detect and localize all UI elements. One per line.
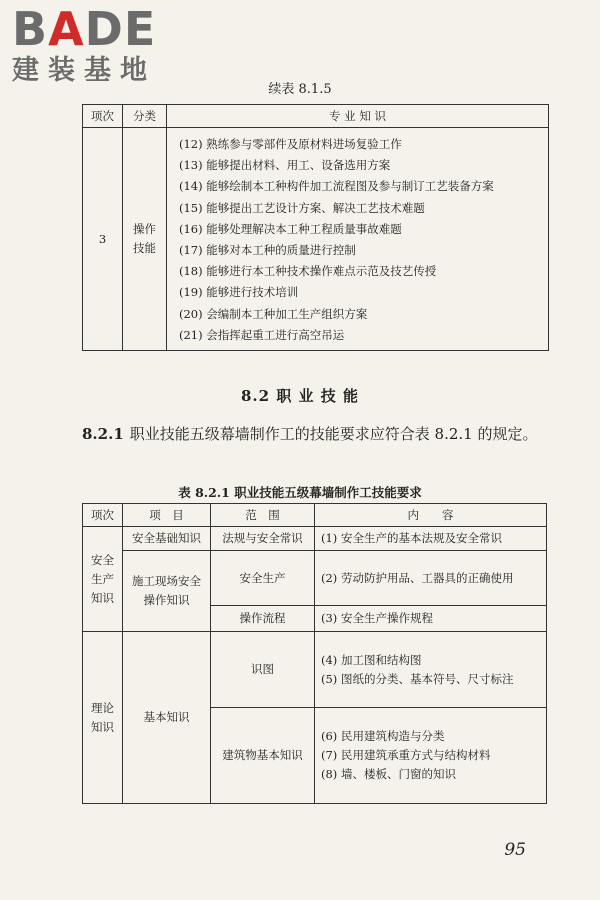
- table2-content: (3) 安全生产操作规程: [315, 606, 547, 632]
- list-item: (15) 能够提出工艺设计方案、解决工艺技术难题: [179, 200, 425, 215]
- table1-header-row: [83, 105, 549, 128]
- table2-header-index: 项次: [83, 504, 123, 527]
- list-item: (19) 能够进行技术培训: [179, 285, 299, 300]
- table-row: [83, 527, 547, 551]
- table1-header-index: 项次: [83, 105, 123, 128]
- list-item: (20) 会编制本工种加工生产组织方案: [179, 306, 368, 321]
- table2-content: (2) 劳动防护用品、工器具的正确使用: [315, 551, 547, 606]
- table2-header-row: [83, 504, 547, 527]
- page-number: 95: [504, 840, 526, 860]
- table2-item-safety-basics: 安全基础知识: [123, 527, 211, 551]
- table-row: [83, 551, 547, 606]
- table-row: [83, 632, 547, 708]
- section-title: 8.2 职 业 技 能: [241, 387, 359, 405]
- table2-scope: 法规与安全常识: [211, 527, 315, 551]
- table2-content: (1) 安全生产的基本法规及安全常识: [315, 527, 547, 551]
- table2-header-scope: 范 围: [211, 504, 315, 527]
- clause-text: 职业技能五级幕墙制作工的技能要求应符合表 8.2.1 的规定。: [129, 425, 538, 443]
- list-item: (16) 能够处理解决本工种工程质量事故难题: [179, 221, 402, 236]
- logo: [12, 2, 182, 86]
- table2-content: (4) 加工图和结构图 (5) 图纸的分类、基本符号、尺寸标注: [315, 632, 547, 708]
- table2-content: (6) 民用建筑构造与分类 (7) 民用建筑承重方式与结构材料 (8) 墙、楼板、门窗的知识: [315, 708, 547, 804]
- table1-row-index: 3: [83, 128, 123, 351]
- list-item: (13) 能够提出材料、用工、设备选用方案: [179, 158, 391, 173]
- logo-subtitle: 建装基地: [12, 55, 156, 86]
- table2-scope: 识图: [211, 632, 315, 708]
- table1-header-category: 分类: [123, 105, 167, 128]
- list-item: (17) 能够对本工种的质量进行控制: [179, 242, 356, 257]
- table2-scope: 建筑物基本知识: [211, 708, 315, 804]
- table2-scope: 安全生产: [211, 551, 315, 606]
- list-item: (14) 能够绘制本工种构件加工流程图及参与制订工艺装备方案: [179, 179, 494, 194]
- table-row: [83, 128, 549, 351]
- table2-category-theory: 理论 知识: [83, 632, 123, 804]
- table1: [82, 104, 549, 351]
- table1-header-knowledge: 专 业 知 识: [167, 105, 549, 128]
- clause-paragraph: [82, 421, 557, 448]
- table2-header-content: 内 容: [315, 504, 547, 527]
- logo-wordmark: BADE: [12, 2, 157, 56]
- list-item: (12) 熟练参与零部件及原材料进场复验工作: [179, 137, 402, 151]
- table2-scope: 操作流程: [211, 606, 315, 632]
- list-item: (18) 能够进行本工种技术操作难点示范及技艺传授: [179, 264, 437, 279]
- table2-header-item: 项 目: [123, 504, 211, 527]
- table1-category: 操作 技能: [123, 128, 167, 351]
- list-item: (21) 会指挥起重工进行高空吊运: [179, 327, 345, 342]
- table2-caption: 表 8.2.1 职业技能五级幕墙制作工技能要求: [178, 485, 422, 500]
- table2-category-safety: 安全 生产 知识: [83, 527, 123, 632]
- table2-item-site-safety: 施工现场安全 操作知识: [123, 551, 211, 632]
- clause-number: 8.2.1: [82, 425, 124, 443]
- table2-item-basic-knowledge: 基本知识: [123, 632, 211, 804]
- table1-items: [167, 128, 549, 351]
- table1-caption: 续表 8.1.5: [268, 82, 332, 97]
- table2: [82, 503, 547, 804]
